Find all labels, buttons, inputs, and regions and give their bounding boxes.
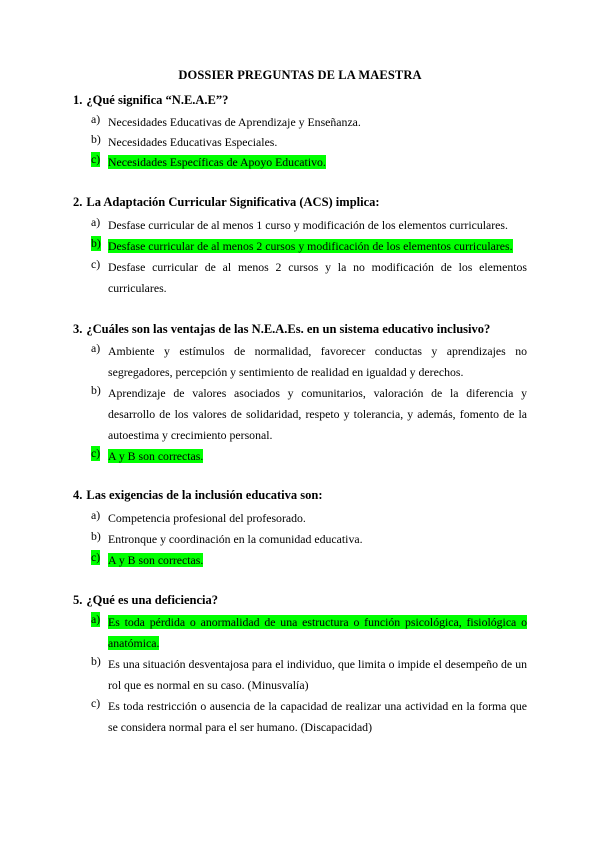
question-2-option-a: [91, 215, 527, 236]
question-4-option-c: [91, 550, 527, 571]
option-letter: a): [91, 612, 101, 626]
question-number: 3.: [73, 322, 83, 336]
question-1-option-b: [91, 132, 527, 153]
question-number: 2.: [73, 195, 83, 209]
option-letter: b): [91, 529, 101, 543]
option-letter: b): [91, 654, 101, 668]
option-text-correct: A y B son correctas.: [108, 553, 204, 567]
question-5-option-c: [91, 696, 527, 738]
option-text-correct: A y B son correctas.: [108, 449, 204, 463]
option-letter: b): [91, 383, 101, 397]
question-4-option-a: [91, 508, 527, 529]
option-text-correct: Es toda pérdida o anormalidad de una estructura o función psicológica, fisiológica o anatómica.: [108, 615, 527, 650]
question-text: Las exigencias de la inclusión educativa son:: [86, 488, 323, 502]
option-text: Es toda restricción o ausencia de la capacidad de realizar una actividad en la forma que se considera normal para el ser humano. (Discapacidad): [108, 699, 527, 734]
question-2: [73, 195, 380, 210]
question-number: 5.: [73, 593, 83, 607]
question-number: 1.: [73, 93, 83, 107]
option-letter: a): [91, 508, 101, 522]
option-text: Competencia profesional del profesorado.: [108, 511, 306, 525]
question-text: ¿Qué es una deficiencia?: [86, 593, 218, 607]
question-4-option-b: [91, 529, 527, 550]
question-5-option-a: [91, 612, 527, 654]
question-2-option-c: [91, 257, 527, 299]
question-text: La Adaptación Curricular Significativa (ACS) implica:: [86, 195, 380, 209]
question-3-option-b: [91, 383, 527, 446]
option-letter: c): [91, 550, 101, 564]
question-5-option-b: [91, 654, 527, 696]
question-3: [73, 322, 490, 337]
question-1-option-c: [91, 152, 527, 173]
question-2-option-b: [91, 236, 527, 257]
option-text: Necesidades Educativas de Aprendizaje y Enseñanza.: [108, 115, 361, 129]
option-text-correct: Necesidades Específicas de Apoyo Educativo.: [108, 155, 326, 169]
option-text: Entronque y coordinación en la comunidad educativa.: [108, 532, 363, 546]
option-text-correct: Desfase curricular de al menos 2 cursos y modificación de los elementos curriculares.: [108, 239, 513, 253]
question-5: [73, 593, 218, 608]
option-letter: c): [91, 446, 101, 460]
question-1: [73, 93, 228, 108]
question-3-option-a: [91, 341, 527, 383]
option-text: Ambiente y estímulos de normalidad, favorecer conductas y aprendizajes no segregadores, percepción y sentimiento de realidad en igualdad y derechos.: [108, 344, 527, 379]
option-text: Desfase curricular de al menos 1 curso y modificación de los elementos curriculares.: [108, 218, 508, 232]
question-1-option-a: [91, 112, 527, 133]
option-letter: a): [91, 215, 101, 229]
page-title: DOSSIER PREGUNTAS DE LA MAESTRA: [178, 68, 422, 82]
option-text: Aprendizaje de valores asociados y comunitarios, valoración de la diferencia y desarrollo de los valores de solidaridad, respeto y tolerancia, y además, fomento de la autoestima y crecimiento personal.: [108, 386, 527, 442]
option-letter: c): [91, 152, 101, 166]
option-text: Necesidades Educativas Especiales.: [108, 135, 278, 149]
option-text: Desfase curricular de al menos 2 cursos y la no modificación de los elementos curriculares.: [108, 260, 527, 295]
option-letter: b): [91, 132, 101, 146]
option-letter: a): [91, 341, 101, 355]
option-letter: a): [91, 112, 101, 126]
question-text: ¿Qué significa “N.E.A.E”?: [86, 93, 229, 107]
option-letter: c): [91, 696, 101, 710]
option-text: Es una situación desventajosa para el individuo, que limita o impide el desempeño de un rol que es normal en su caso. (Minusvalía): [108, 657, 527, 692]
option-letter: c): [91, 257, 101, 271]
question-number: 4.: [73, 488, 83, 502]
option-letter: b): [91, 236, 101, 250]
question-3-option-c: [91, 446, 527, 467]
question-text: ¿Cuáles son las ventajas de las N.E.A.Es. en un sistema educativo inclusivo?: [86, 322, 491, 336]
question-4: [73, 488, 323, 503]
